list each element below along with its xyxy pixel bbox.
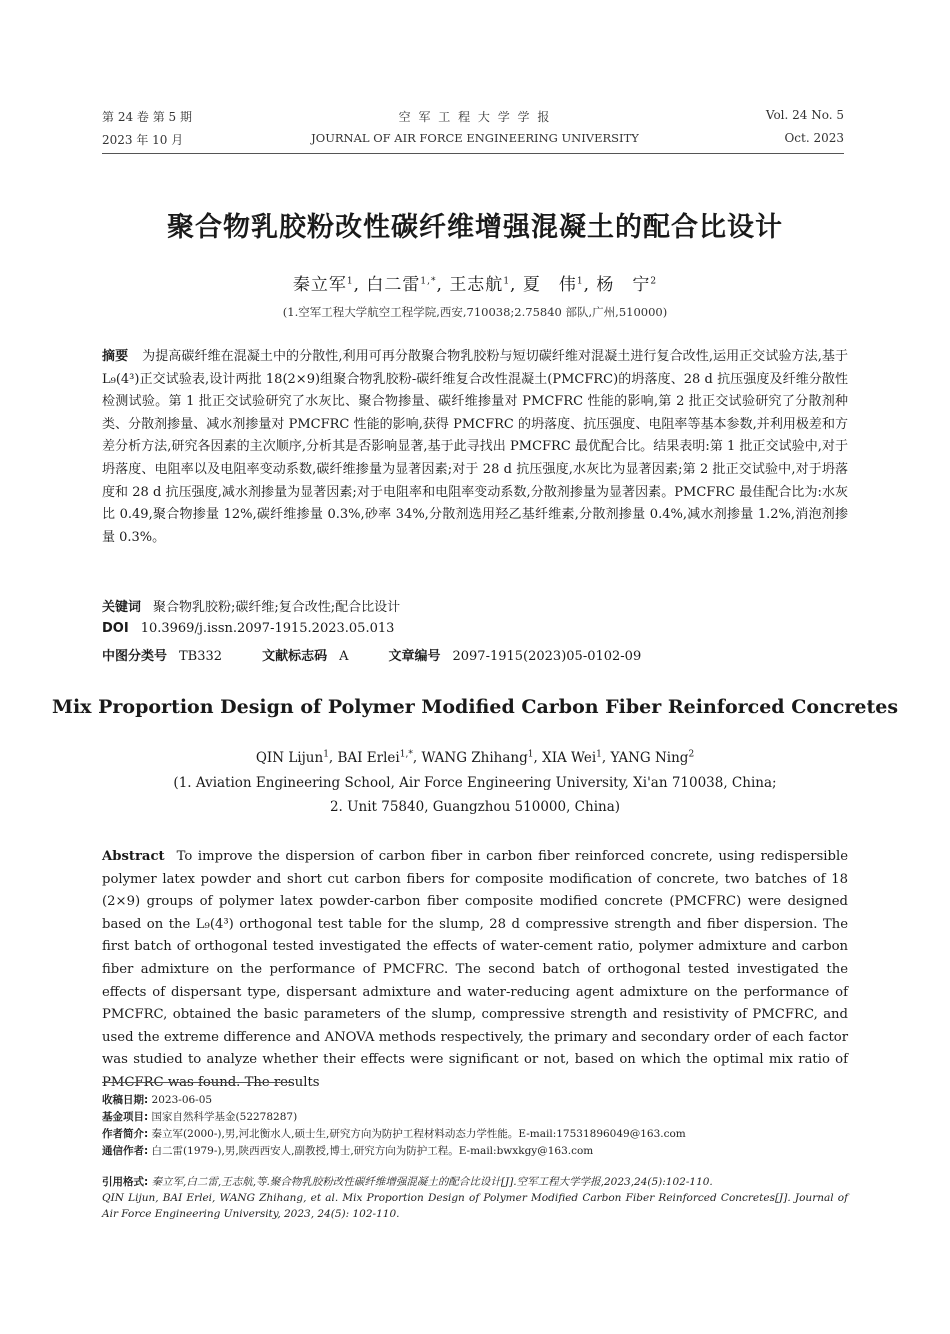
authors-en: QIN Lijun$^1$, BAI Erlei$^{1,*}$, WANG Zhihang$^1$, XIA Wei$^1$, YANG Ning$^2$ [255,749,695,766]
doi-label: DOI [102,621,129,636]
clc-label: 中图分类号 [102,649,168,664]
author-en: YANG Ning$^2$ [610,749,695,766]
citation-format [102,1174,848,1222]
clc-value: TB332 [179,649,223,664]
abstract-zh-text: 为提高碳纤维在混凝土中的分散性,利用可再分散聚合物乳胶粉与短切碳纤维对混凝土进行复合改性,运用正交试验方法,基于 L₉(4³)正交试验表,设计两批 18(2×9)组聚合物乳胶粉-碳纤维复合改性混凝土(PMCFRC)的坍落度、28 d 抗压强度及纤维分散性检测试验。第 1 批正交试验研究了水灰比、聚合物掺量、碳纤维掺量对 PMCFRC 性能的影响,第 2 批正交试验研究了分散剂种类、分散剂掺量、减水剂掺量对 PMCFRC 性能的影响,获得 PMCFRC 的坍落度、抗压强度、电阻率等基本参数,并利用极差和方差分析方法,研究各因素的主次顺序,分析其是否影响显著,基于此寻找出 PMCFRC 最优配合比。结果表明:第 1 批正交试验中,对于坍落度、电阻率以及电阻率变动系数,碳纤维掺量为显著因素;对于 28 d 抗压强度,水灰比为显著因素;第 2 批正交试验中,对于坍落度和 28 d 抗压强度,减水剂掺量为显著因素;对于电阻率和电阻率变动系数,分散剂掺量为显著因素。PMCFRC 最佳配合比为:水灰比 0.49,聚合物掺量 12%,碳纤维掺量 0.3%,砂率 34%,分散剂选用羟乙基纤维素,分散剂掺量 0.4%,减水剂掺量 1.2%,消泡剂掺量 0.3%。 [102,349,848,545]
author-zh: 王志航$^1$ [449,275,511,295]
citation-en: QIN Lijun, BAI Erlei, WANG Zhihang, et al. Mix Proportion Design of Polymer Modified Carbon Fiber Reinforced Concretes[J]. Journal of Air Force Engineering University, 2023, 24(5): 102-110. [102,1192,848,1220]
author-en: QIN Lijun$^1$ [255,749,329,766]
citation-zh: 秦立军,白二雷,王志航,等.聚合物乳胶粉改性碳纤维增强混凝土的配合比设计[J].空军工程大学学报,2023,24(5):102-110. [151,1176,713,1188]
abstract-zh-label: 摘要 [102,349,129,364]
author-zh: 白二雷$^{1,*}$ [366,275,437,295]
fund-info: 基金项目: 国家自然科学基金(52278287) [102,1111,298,1123]
article-no-value: 2097-1915(2023)05-0102-09 [452,649,642,664]
received-date: 收稿日期: 2023-06-05 [102,1094,213,1106]
doc-code-value: A [339,649,349,664]
affiliation-zh: (1.空军工程大学航空工程学院,西安,710038;2.75840 部队,广州,510000) [282,305,668,319]
keywords-label: 关键词 [102,600,142,615]
author-zh: 杨 宁$^2$ [596,275,658,295]
doi-value[interactable]: 10.3969/j.issn.2097-1915.2023.05.013 [140,621,395,636]
doi [102,621,394,636]
abstract-en-text: To improve the dispersion of carbon fiber in carbon fiber reinforced concrete, using redispersible polymer latex powder and short cut carbon fibers for composite modification of concrete, two batches of 18 (2×9) groups of polymer latex powder-carbon fiber composite modified concrete (PMCFRC) were designed based on the L₉(4³) orthogonal test table for the slump, 28 d compressive strength and fiber dispersion. The first batch of orthogonal tested investigated the effects of water-cement ratio, polymer admixture and carbon fiber admixture on the performance of PMCFRC. The second batch of orthogonal tested investigated the effects of dispersant type, dispersant admixture and water-reducing agent admixture on the performance of PMCFRC, obtained the basic parameters of the slump, compressive strength and resistivity of PMCFRC, and used the extreme difference and ANOVA methods respectively, the primary and secondary order of each factor was studied to analyze whether their effects were significant or not, based on which the optimal mix ratio of PMCFRC was found. The results [102,849,848,1090]
journal-name-zh: 空 军 工 程 大 学 学 报 [398,110,552,124]
journal-name-en: JOURNAL OF AIR FORCE ENGINEERING UNIVERSITY [311,131,639,145]
footnote-rule [102,1082,290,1083]
citation-label: 引用格式: [102,1176,149,1188]
issue-date-en: Oct. 2023 [784,131,844,145]
keywords-zh [102,596,400,615]
header-rule [102,153,844,154]
issue-date: 2023 年 10 月 [102,133,184,147]
corresponding-author: 通信作者: 白二雷(1979-),男,陕西西安人,副教授,博士,研究方向为防护工程。E-mail:bwxkgy@163.com [102,1145,594,1157]
article-no-label: 文章编号 [388,649,441,664]
abstract-en-label: Abstract [102,849,165,864]
volume-issue-en: Vol. 24 No. 5 [765,108,844,122]
affiliation-en-line2: 2. Unit 75840, Guangzhou 510000, China) [329,799,621,815]
abstract-en [102,846,848,1095]
author-zh: 秦立军$^1$ [292,275,354,295]
author-bio: 作者简介: 秦立军(2000-),男,河北衡水人,硕士生,研究方向为防护工程材料动态力学性能。E-mail:17531896049@163.com [102,1128,686,1140]
author-en: BAI Erlei$^{1,*}$ [337,749,413,766]
keywords-text: 聚合物乳胶粉;碳纤维;复合改性;配合比设计 [153,600,401,615]
authors-zh: 秦立军$^1$, 白二雷$^{1,*}$, 王志航$^1$, 夏 伟$^1$, 杨 宁$^2$ [292,275,658,295]
author-en: XIA Wei$^1$ [542,749,602,766]
affiliation-en-line1: (1. Aviation Engineering School, Air Force Engineering University, Xi'an 710038, China; [173,775,777,791]
author-zh: 夏 伟$^1$ [522,275,584,295]
title-en: Mix Proportion Design of Polymer Modified Carbon Fiber Reinforced Concretes [51,696,899,718]
classification [102,645,641,664]
title-zh: 聚合物乳胶粉改性碳纤维增强混凝土的配合比设计 [167,212,783,243]
volume-issue: 第 24 卷 第 5 期 [102,110,192,124]
doc-code-label: 文献标志码 [262,649,328,664]
author-en: WANG Zhihang$^1$ [421,749,534,766]
abstract-zh [102,346,848,549]
